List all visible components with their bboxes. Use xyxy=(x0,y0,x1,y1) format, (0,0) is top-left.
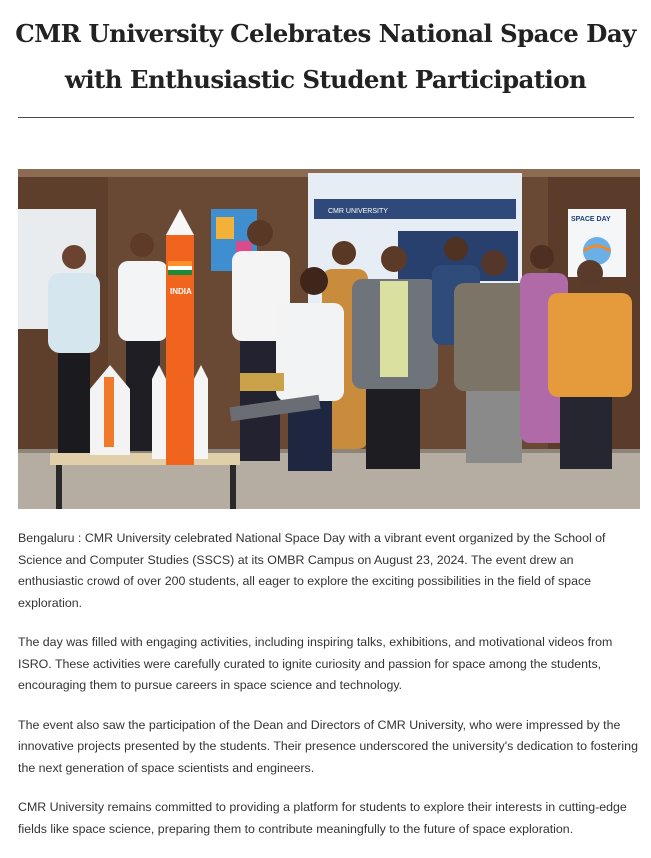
rocket-text: INDIA xyxy=(170,287,192,296)
article-body xyxy=(18,528,640,858)
article-paragraph: The event also saw the participation of the Dean and Directors of CMR University, who were impressed by the innovative projects presented by the students. Their presence underscored the university's dedication to fostering the next generation of space scientists and engineers. xyxy=(18,717,638,775)
article-paragraph: CMR University remains committed to providing a platform for students to explore their interests in cutting-edge fields like space science, preparing them to contribute meaningfully to the future of space exploration. xyxy=(18,800,627,836)
headline-line-1: CMR University Celebrates National Space Day xyxy=(15,19,636,49)
headline-line-2: with Enthusiastic Student Participation xyxy=(64,65,587,95)
screen-text: CMR UNIVERSITY xyxy=(328,208,388,215)
article-headline xyxy=(0,16,651,108)
event-photo xyxy=(18,169,640,509)
article-paragraph: The day was filled with engaging activities, including inspiring talks, exhibitions, and motivational videos from ISRO. These activities were carefully curated to ignite curiosity and passion for space among the students, encouraging them to pursue careers in space science and technology. xyxy=(18,635,613,692)
article-paragraph: Bengaluru : CMR University celebrated National Space Day with a vibrant event organized by the School of Science and Computer Studies (SSCS) at its OMBR Campus on August 23, 2024. The event drew an enthusiastic crowd of over 200 students, all eager to explore the exciting possibilities in the field of space exploration. xyxy=(18,531,606,610)
poster-text: SPACE DAY xyxy=(571,216,611,223)
headline-divider xyxy=(18,117,634,118)
